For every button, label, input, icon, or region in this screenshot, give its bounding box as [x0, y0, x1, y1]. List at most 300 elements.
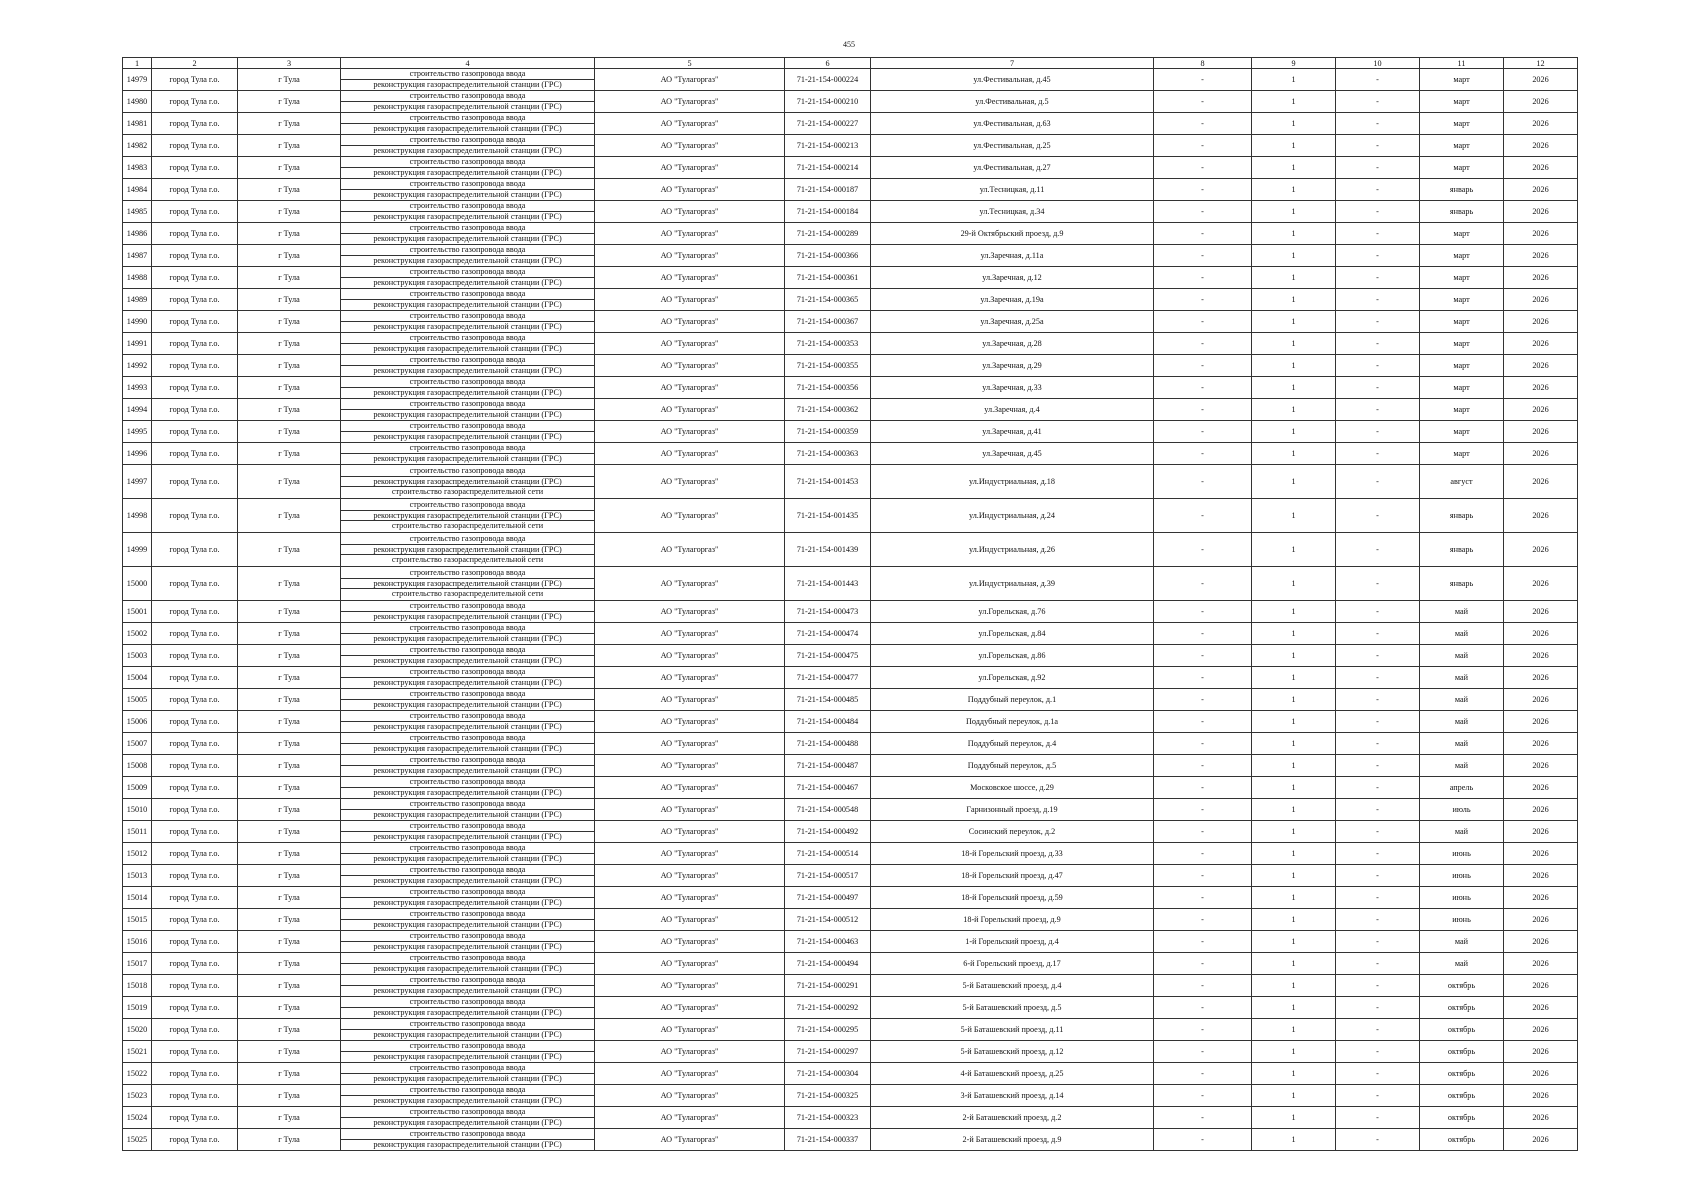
column-header: 10 [1336, 58, 1420, 69]
works-cell [341, 1063, 595, 1085]
address-cell: ул.Фестивальная, д.27 [871, 157, 1154, 179]
quantity-cell: 1 [1252, 69, 1336, 91]
row-number: 14994 [123, 399, 152, 421]
table-row [123, 711, 1578, 733]
table-row [123, 69, 1578, 91]
municipality-cell: город Тула г.о. [152, 179, 238, 201]
work-type-line: реконструкция газораспределительной станции (ГРС) [341, 578, 594, 589]
municipality-cell: город Тула г.о. [152, 711, 238, 733]
year-cell: 2026 [1504, 645, 1578, 667]
work-type-line: реконструкция газораспределительной станции (ГРС) [341, 1051, 594, 1062]
column-10-cell: - [1336, 311, 1420, 333]
year-cell: 2026 [1504, 777, 1578, 799]
year-cell: 2026 [1504, 567, 1578, 601]
table-row [123, 997, 1578, 1019]
address-cell: 5-й Баташевский проезд, д.5 [871, 997, 1154, 1019]
column-10-cell: - [1336, 1019, 1420, 1041]
address-cell: 6-й Горельский проезд, д.17 [871, 953, 1154, 975]
month-cell: март [1420, 245, 1504, 267]
municipality-cell: город Тула г.о. [152, 157, 238, 179]
quantity-cell: 1 [1252, 91, 1336, 113]
year-cell: 2026 [1504, 909, 1578, 931]
table-row [123, 201, 1578, 223]
work-type-line: реконструкция газораспределительной станции (ГРС) [341, 145, 594, 156]
operator-cell: АО "Тулагоргаз" [595, 667, 785, 689]
object-code-cell: 71-21-154-000367 [785, 311, 871, 333]
quantity-cell: 1 [1252, 689, 1336, 711]
work-type-line: реконструкция газораспределительной станции (ГРС) [341, 1029, 594, 1040]
column-10-cell: - [1336, 223, 1420, 245]
object-code-cell: 71-21-154-000366 [785, 245, 871, 267]
operator-cell: АО "Тулагоргаз" [595, 443, 785, 465]
year-cell: 2026 [1504, 311, 1578, 333]
column-10-cell: - [1336, 113, 1420, 135]
operator-cell: АО "Тулагоргаз" [595, 1107, 785, 1129]
address-cell: ул.Заречная, д.12 [871, 267, 1154, 289]
month-cell: март [1420, 157, 1504, 179]
settlement-cell: г Тула [238, 1107, 341, 1129]
table-row [123, 865, 1578, 887]
quantity-cell: 1 [1252, 667, 1336, 689]
object-code-cell: 71-21-154-000484 [785, 711, 871, 733]
works-cell [341, 1085, 595, 1107]
column-8-cell: - [1154, 799, 1252, 821]
municipality-cell: город Тула г.о. [152, 289, 238, 311]
year-cell: 2026 [1504, 135, 1578, 157]
work-type-line: строительство газопровода ввода [409, 667, 526, 677]
column-8-cell: - [1154, 1129, 1252, 1151]
column-10-cell: - [1336, 533, 1420, 567]
work-type-line: реконструкция газораспределительной станции (ГРС) [341, 409, 594, 420]
work-type-line: строительство газопровода ввода [409, 755, 526, 765]
month-cell: март [1420, 333, 1504, 355]
work-type-line: реконструкция газораспределительной станции (ГРС) [341, 699, 594, 710]
work-type-line: реконструкция газораспределительной станции (ГРС) [341, 299, 594, 310]
settlement-cell: г Тула [238, 201, 341, 223]
month-cell: май [1420, 623, 1504, 645]
table-row [123, 91, 1578, 113]
work-type-line: строительство газопровода ввода [409, 534, 526, 544]
row-number: 15024 [123, 1107, 152, 1129]
address-cell: ул.Горельская, д.76 [871, 601, 1154, 623]
works-cell [341, 465, 595, 499]
table-row [123, 245, 1578, 267]
column-10-cell: - [1336, 567, 1420, 601]
municipality-cell: город Тула г.о. [152, 953, 238, 975]
settlement-cell: г Тула [238, 645, 341, 667]
address-cell: ул.Индустриальная, д.26 [871, 533, 1154, 567]
operator-cell: АО "Тулагоргаз" [595, 909, 785, 931]
row-number: 15016 [123, 931, 152, 953]
month-cell: март [1420, 223, 1504, 245]
settlement-cell: г Тула [238, 821, 341, 843]
work-type-line: строительство газопровода ввода [409, 777, 526, 787]
works-cell [341, 179, 595, 201]
object-code-cell: 71-21-154-000477 [785, 667, 871, 689]
column-8-cell: - [1154, 777, 1252, 799]
column-8-cell: - [1154, 421, 1252, 443]
column-header: 7 [871, 58, 1154, 69]
year-cell: 2026 [1504, 799, 1578, 821]
operator-cell: АО "Тулагоргаз" [595, 1019, 785, 1041]
works-cell [341, 887, 595, 909]
month-cell: май [1420, 645, 1504, 667]
work-type-line: реконструкция газораспределительной станции (ГРС) [341, 875, 594, 886]
work-type-line: реконструкция газораспределительной станции (ГРС) [341, 1117, 594, 1128]
municipality-cell: город Тула г.о. [152, 113, 238, 135]
works-cell [341, 909, 595, 931]
works-cell [341, 91, 595, 113]
column-8-cell: - [1154, 289, 1252, 311]
municipality-cell: город Тула г.о. [152, 91, 238, 113]
table-row [123, 601, 1578, 623]
month-cell: январь [1420, 533, 1504, 567]
municipality-cell: город Тула г.о. [152, 499, 238, 533]
operator-cell: АО "Тулагоргаз" [595, 421, 785, 443]
quantity-cell: 1 [1252, 953, 1336, 975]
column-8-cell: - [1154, 157, 1252, 179]
month-cell: январь [1420, 179, 1504, 201]
municipality-cell: город Тула г.о. [152, 333, 238, 355]
column-8-cell: - [1154, 1019, 1252, 1041]
address-cell: Гарнизонный проезд, д.19 [871, 799, 1154, 821]
object-code-cell: 71-21-154-000548 [785, 799, 871, 821]
month-cell: март [1420, 69, 1504, 91]
table-row [123, 267, 1578, 289]
year-cell: 2026 [1504, 931, 1578, 953]
year-cell: 2026 [1504, 953, 1578, 975]
address-cell: ул.Горельская, д.84 [871, 623, 1154, 645]
settlement-cell: г Тула [238, 997, 341, 1019]
year-cell: 2026 [1504, 377, 1578, 399]
row-number: 14996 [123, 443, 152, 465]
quantity-cell: 1 [1252, 733, 1336, 755]
municipality-cell: город Тула г.о. [152, 1085, 238, 1107]
work-type-line: строительство газопровода ввода [409, 1019, 526, 1029]
address-cell: 5-й Баташевский проезд, д.12 [871, 1041, 1154, 1063]
quantity-cell: 1 [1252, 245, 1336, 267]
table-row [123, 931, 1578, 953]
operator-cell: АО "Тулагоргаз" [595, 865, 785, 887]
column-8-cell: - [1154, 997, 1252, 1019]
table-row [123, 223, 1578, 245]
work-type-line: строительство газопровода ввода [409, 997, 526, 1007]
column-8-cell: - [1154, 733, 1252, 755]
work-type-line: реконструкция газораспределительной станции (ГРС) [341, 544, 594, 555]
quantity-cell: 1 [1252, 931, 1336, 953]
column-8-cell: - [1154, 953, 1252, 975]
address-cell: 29-й Октябрьский проезд, д.9 [871, 223, 1154, 245]
quantity-cell: 1 [1252, 135, 1336, 157]
row-number: 15013 [123, 865, 152, 887]
address-cell: 2-й Баташевский проезд, д.2 [871, 1107, 1154, 1129]
row-number: 14981 [123, 113, 152, 135]
month-cell: март [1420, 355, 1504, 377]
quantity-cell: 1 [1252, 201, 1336, 223]
address-cell: ул.Горельская, д.86 [871, 645, 1154, 667]
work-type-line: реконструкция газораспределительной станции (ГРС) [341, 655, 594, 666]
row-number: 14988 [123, 267, 152, 289]
municipality-cell: город Тула г.о. [152, 1019, 238, 1041]
column-10-cell: - [1336, 1129, 1420, 1151]
quantity-cell: 1 [1252, 865, 1336, 887]
table-row [123, 667, 1578, 689]
table-row [123, 289, 1578, 311]
works-cell [341, 1129, 595, 1151]
row-number: 15012 [123, 843, 152, 865]
year-cell: 2026 [1504, 821, 1578, 843]
work-type-line: строительство газопровода ввода [409, 179, 526, 189]
row-number: 15017 [123, 953, 152, 975]
address-cell: Сосинский переулок, д.2 [871, 821, 1154, 843]
work-type-line: реконструкция газораспределительной станции (ГРС) [341, 1095, 594, 1106]
settlement-cell: г Тула [238, 421, 341, 443]
works-cell [341, 755, 595, 777]
table-row [123, 1085, 1578, 1107]
month-cell: октябрь [1420, 975, 1504, 997]
quantity-cell: 1 [1252, 223, 1336, 245]
operator-cell: АО "Тулагоргаз" [595, 567, 785, 601]
table-row [123, 399, 1578, 421]
column-10-cell: - [1336, 499, 1420, 533]
address-cell: ул.Тесницкая, д.11 [871, 179, 1154, 201]
operator-cell: АО "Тулагоргаз" [595, 201, 785, 223]
settlement-cell: г Тула [238, 179, 341, 201]
settlement-cell: г Тула [238, 733, 341, 755]
month-cell: июнь [1420, 843, 1504, 865]
work-type-line: реконструкция газораспределительной станции (ГРС) [341, 985, 594, 996]
work-type-line: строительство газопровода ввода [409, 267, 526, 277]
quantity-cell: 1 [1252, 157, 1336, 179]
address-cell: 5-й Баташевский проезд, д.11 [871, 1019, 1154, 1041]
column-10-cell: - [1336, 755, 1420, 777]
quantity-cell: 1 [1252, 533, 1336, 567]
row-number: 14999 [123, 533, 152, 567]
operator-cell: АО "Тулагоргаз" [595, 245, 785, 267]
month-cell: октябрь [1420, 1085, 1504, 1107]
works-cell [341, 865, 595, 887]
object-code-cell: 71-21-154-001435 [785, 499, 871, 533]
column-8-cell: - [1154, 465, 1252, 499]
month-cell: март [1420, 91, 1504, 113]
works-cell [341, 1041, 595, 1063]
operator-cell: АО "Тулагоргаз" [595, 533, 785, 567]
settlement-cell: г Тула [238, 623, 341, 645]
works-cell [341, 267, 595, 289]
month-cell: май [1420, 711, 1504, 733]
operator-cell: АО "Тулагоргаз" [595, 267, 785, 289]
quantity-cell: 1 [1252, 843, 1336, 865]
column-8-cell: - [1154, 667, 1252, 689]
column-8-cell: - [1154, 1063, 1252, 1085]
works-cell [341, 567, 595, 601]
column-8-cell: - [1154, 931, 1252, 953]
operator-cell: АО "Тулагоргаз" [595, 1041, 785, 1063]
work-type-line: реконструкция газораспределительной станции (ГРС) [341, 941, 594, 952]
works-cell [341, 601, 595, 623]
year-cell: 2026 [1504, 223, 1578, 245]
settlement-cell: г Тула [238, 311, 341, 333]
operator-cell: АО "Тулагоргаз" [595, 157, 785, 179]
municipality-cell: город Тула г.о. [152, 975, 238, 997]
work-type-line: реконструкция газораспределительной станции (ГРС) [341, 677, 594, 688]
column-10-cell: - [1336, 399, 1420, 421]
address-cell: ул.Заречная, д.25а [871, 311, 1154, 333]
row-number: 15021 [123, 1041, 152, 1063]
municipality-cell: город Тула г.о. [152, 69, 238, 91]
year-cell: 2026 [1504, 1085, 1578, 1107]
month-cell: июнь [1420, 909, 1504, 931]
work-type-line: строительство газопровода ввода [409, 953, 526, 963]
month-cell: март [1420, 135, 1504, 157]
table-body [123, 69, 1578, 1151]
work-type-line: реконструкция газораспределительной станции (ГРС) [341, 809, 594, 820]
table-row [123, 465, 1578, 499]
column-10-cell: - [1336, 997, 1420, 1019]
work-type-line: строительство газопровода ввода [409, 623, 526, 633]
works-cell [341, 975, 595, 997]
year-cell: 2026 [1504, 91, 1578, 113]
quantity-cell: 1 [1252, 997, 1336, 1019]
address-cell: 18-й Горельский проезд, д.9 [871, 909, 1154, 931]
municipality-cell: город Тула г.о. [152, 465, 238, 499]
municipality-cell: город Тула г.о. [152, 355, 238, 377]
operator-cell: АО "Тулагоргаз" [595, 499, 785, 533]
object-code-cell: 71-21-154-000184 [785, 201, 871, 223]
column-10-cell: - [1336, 887, 1420, 909]
work-type-line: реконструкция газораспределительной станции (ГРС) [341, 453, 594, 464]
address-cell: 4-й Баташевский проезд, д.25 [871, 1063, 1154, 1085]
work-type-line: строительство газопровода ввода [409, 500, 526, 510]
address-cell: ул.Тесницкая, д.34 [871, 201, 1154, 223]
column-header: 5 [595, 58, 785, 69]
column-10-cell: - [1336, 91, 1420, 113]
object-code-cell: 71-21-154-000488 [785, 733, 871, 755]
object-code-cell: 71-21-154-000295 [785, 1019, 871, 1041]
column-10-cell: - [1336, 821, 1420, 843]
object-code-cell: 71-21-154-000474 [785, 623, 871, 645]
quantity-cell: 1 [1252, 1107, 1336, 1129]
column-8-cell: - [1154, 311, 1252, 333]
object-code-cell: 71-21-154-000363 [785, 443, 871, 465]
column-8-cell: - [1154, 499, 1252, 533]
address-cell: ул.Индустриальная, д.24 [871, 499, 1154, 533]
table-row [123, 533, 1578, 567]
column-8-cell: - [1154, 113, 1252, 135]
municipality-cell: город Тула г.о. [152, 377, 238, 399]
column-10-cell: - [1336, 157, 1420, 179]
work-type-line: строительство газораспределительной сети [341, 486, 594, 497]
year-cell: 2026 [1504, 1041, 1578, 1063]
object-code-cell: 71-21-154-000365 [785, 289, 871, 311]
object-code-cell: 71-21-154-000325 [785, 1085, 871, 1107]
work-type-line: строительство газопровода ввода [409, 1129, 526, 1139]
object-code-cell: 71-21-154-000291 [785, 975, 871, 997]
object-code-cell: 71-21-154-000227 [785, 113, 871, 135]
column-10-cell: - [1336, 1107, 1420, 1129]
settlement-cell: г Тула [238, 1041, 341, 1063]
month-cell: май [1420, 821, 1504, 843]
settlement-cell: г Тула [238, 843, 341, 865]
work-type-line: строительство газопровода ввода [409, 689, 526, 699]
works-cell [341, 711, 595, 733]
row-number: 15022 [123, 1063, 152, 1085]
table-row [123, 843, 1578, 865]
municipality-cell: город Тула г.о. [152, 645, 238, 667]
quantity-cell: 1 [1252, 113, 1336, 135]
work-type-line: строительство газопровода ввода [409, 843, 526, 853]
year-cell: 2026 [1504, 733, 1578, 755]
object-code-cell: 71-21-154-000517 [785, 865, 871, 887]
quantity-cell: 1 [1252, 1085, 1336, 1107]
object-code-cell: 71-21-154-000473 [785, 601, 871, 623]
address-cell: ул.Заречная, д.41 [871, 421, 1154, 443]
work-type-line: реконструкция газораспределительной станции (ГРС) [341, 431, 594, 442]
settlement-cell: г Тула [238, 355, 341, 377]
object-code-cell: 71-21-154-000361 [785, 267, 871, 289]
year-cell: 2026 [1504, 1019, 1578, 1041]
month-cell: июль [1420, 799, 1504, 821]
work-type-line: реконструкция газораспределительной станции (ГРС) [341, 233, 594, 244]
row-number: 14989 [123, 289, 152, 311]
quantity-cell: 1 [1252, 1063, 1336, 1085]
municipality-cell: город Тула г.о. [152, 421, 238, 443]
table-row [123, 1041, 1578, 1063]
column-10-cell: - [1336, 245, 1420, 267]
month-cell: август [1420, 465, 1504, 499]
work-type-line: строительство газопровода ввода [409, 865, 526, 875]
work-type-line: строительство газопровода ввода [409, 399, 526, 409]
column-10-cell: - [1336, 377, 1420, 399]
year-cell: 2026 [1504, 443, 1578, 465]
column-10-cell: - [1336, 931, 1420, 953]
quantity-cell: 1 [1252, 601, 1336, 623]
work-type-line: реконструкция газораспределительной станции (ГРС) [341, 167, 594, 178]
page-number: 455 [843, 40, 855, 49]
operator-cell: АО "Тулагоргаз" [595, 135, 785, 157]
column-8-cell: - [1154, 887, 1252, 909]
address-cell: ул.Заречная, д.4 [871, 399, 1154, 421]
quantity-cell: 1 [1252, 399, 1336, 421]
settlement-cell: г Тула [238, 865, 341, 887]
works-cell [341, 135, 595, 157]
settlement-cell: г Тула [238, 245, 341, 267]
table-header [123, 58, 1578, 69]
table-row [123, 623, 1578, 645]
operator-cell: АО "Тулагоргаз" [595, 465, 785, 499]
settlement-cell: г Тула [238, 887, 341, 909]
row-number: 14984 [123, 179, 152, 201]
column-8-cell: - [1154, 267, 1252, 289]
month-cell: май [1420, 733, 1504, 755]
row-number: 15007 [123, 733, 152, 755]
column-8-cell: - [1154, 711, 1252, 733]
quantity-cell: 1 [1252, 421, 1336, 443]
column-10-cell: - [1336, 689, 1420, 711]
year-cell: 2026 [1504, 245, 1578, 267]
column-8-cell: - [1154, 601, 1252, 623]
municipality-cell: город Тула г.о. [152, 1063, 238, 1085]
municipality-cell: город Тула г.о. [152, 777, 238, 799]
column-8-cell: - [1154, 333, 1252, 355]
month-cell: октябрь [1420, 1063, 1504, 1085]
column-10-cell: - [1336, 1041, 1420, 1063]
table-row [123, 755, 1578, 777]
settlement-cell: г Тула [238, 1085, 341, 1107]
work-type-line: строительство газопровода ввода [409, 1107, 526, 1117]
work-type-line: реконструкция газораспределительной станции (ГРС) [341, 897, 594, 908]
object-code-cell: 71-21-154-000467 [785, 777, 871, 799]
